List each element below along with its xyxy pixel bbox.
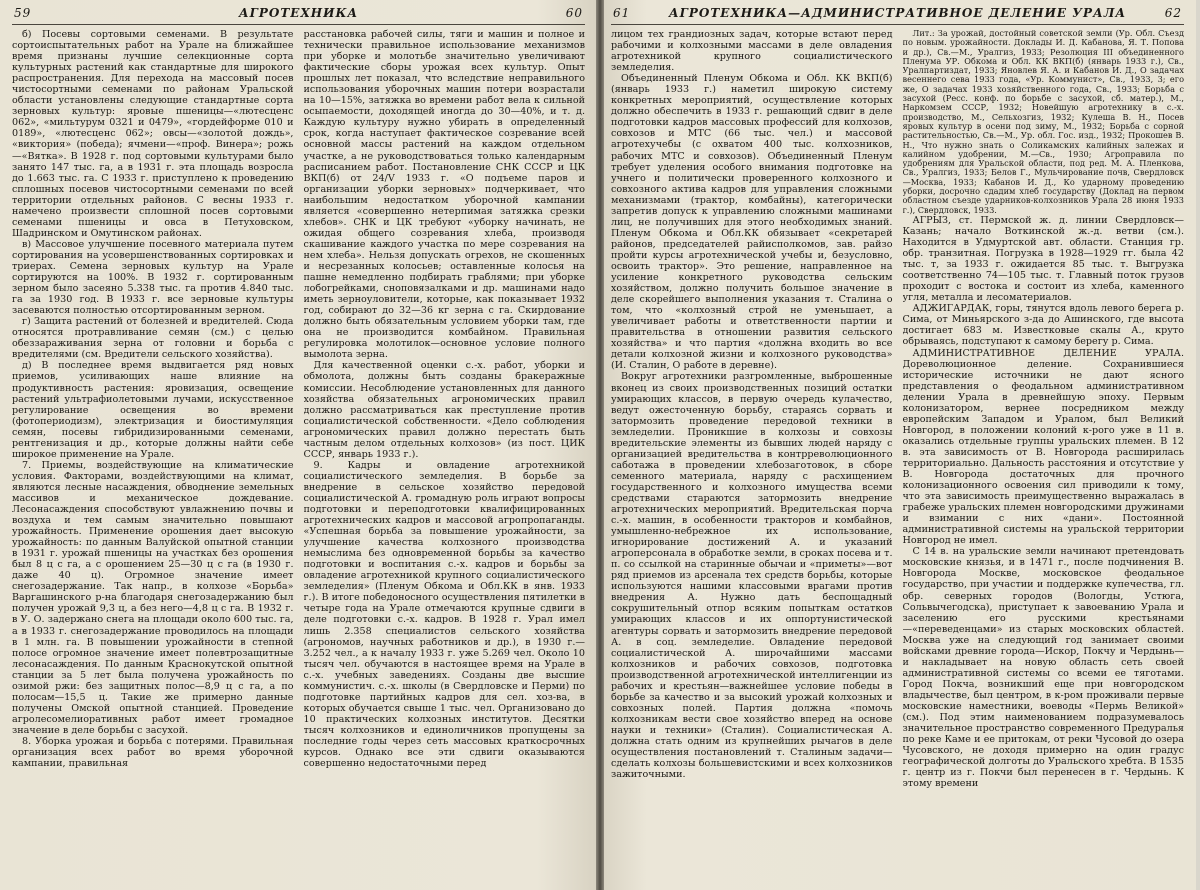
entry-agryz: АГРЫЗ, ст. Пермской ж. д. линии Свердловск—Казань; начало Воткинской ж.-д. ветви (см.). Находится в Удмуртской авт. области. Станция гр. обр. транзитная. Погрузка в 1928—1929 гг. была 42 тыс. т, за 1933 г. ожидается 85 тыс. т. Выгрузка соответственно 74—105 тыс. т. Главный поток грузов проходит с востока и состоит из хлеба, каменного угля, металла и лесоматериалов. [902,214,1184,304]
left-page [0,0,598,890]
entry-administrative-division: АДМИНИСТРАТИВНОЕ ДЕЛЕНИЕ УРАЛА. Дореволюционное деление. Сохранившиеся исторические источники не дают ясного представления о феодальном административном делении Урала в древнейшую эпоху. Первым колонизатором, вернее посредником между европейским Западом и Уралом, был Великий Новгород, в положении колоний к-рого уже в 11 в. оказались отдельные группы уральских племен. В 12 в. эта зависимость от В. Новгорода расширилась территориально. Дальность расстояния и отсутствие у В. Новгорода достаточных для прочного колонизационного освоения сил приводили к тому, что эта зависимость преимущественно выражалась в грабеже уральских племен новгородскими дружинами и взимании с них «дани». Постоянной административной системы на уральской территории Новгород не имел. [902,347,1184,547]
paragraph: д) В последнее время выдвигается ряд новых приемов, усиливающих наше влияние на продуктивность растения: яровизация, освещение растений ультрафиолетовыми лучами, искусственное регулирование освещения во времени (фотопериодизм), электризация и биостимуляция семян, посевы гибридизированными семенами, рентгенизация и др., которые должны найти себе широкое применение на Урале. [12,360,294,460]
page-number-59: 59 [14,6,32,20]
page-header-left [12,6,585,25]
right-page [598,0,1196,890]
page-number-61: 61 [613,6,631,20]
entry-adzhigardak: АДЖИГАРДАК, горы, тянутся вдоль левого берега р. Сима, от Миньярского з-да до Ашинского, где высота достигает 683 м. Известковые скалы А., круто обрываясь, подступают к самому берегу р. Сима. [902,303,1184,348]
text-column-1 [12,29,294,887]
paragraph: 8. Уборка урожая и борьба с потерями. Правильная организация всех работ во время уборочной кампании, правильная [12,736,294,770]
paragraph: 9. Кадры и овладение агротехникой социалистического земледелия. В борьбе за внедрение в сельское хозяйство передовой социалистической А. громадную роль играют вопросы подготовки и переподготовки квалифицированных агротехнических кадров и массовой агропропаганды. «Успешная борьба за повышение урожайности, за улучшение качества колхозного производства немыслима без одновременной борьбы за качество подготовки и воспитания с.-х. кадров и борьбы за овладение агротехникой крупного социалистического земледелия» (Пленум Обкома и Обл.КК в янв. 1933 г.). В итоге победоносного осуществления пятилетки в четыре года на Урале отмечаются крупные сдвиги в деле подготовки с.-х. кадров. В 1928 г. Урал имел лишь 2.358 специалистов сельского хозяйства (агрономов, научных работников и др.), в 1930 г.—3.252 чел., а к началу 1933 г. уже 5.269 чел. Около 10 тысяч чел. обучаются в настоящее время на Урале в с.-х. учебных заведениях. Созданы две высшие коммунистич. с.-х. школы (в Свердловске и Перми) по подготовке партийных кадров для сел. хоз-ва, в которых обучается свыше 1 тыс. чел. Организовано до 10 практических колхозных институтов. Десятки тысяч колхозников и единоличников пропущены за последние годы через сеть массовых краткосрочных курсов. Однако все эти сдвиги оказываются совершенно недостаточными перед [303,459,585,770]
paragraph: г) Защита растений от болезней и вредителей. Сюда относятся протравливание семян (см.) с целью обеззараживания зерна от головни и борьба с вредителями (см. Вредители сельского хозяйства). [12,316,294,361]
text-column-2 [304,29,586,887]
paragraph: Для качественной оценки с.-х. работ, уборки и обмолота, должны быть созданы бракеражные комиссии. Несоблюдение установленных для данного хозяйства обязательных агрономических правил должно рассматриваться как преступление против социалистической собственности. «Дело соблюдения агрономических правил должно перестать быть частным делом отдельных колхозов» (из пост. ЦИК СССР, январь 1933 г.). [303,360,585,460]
text-column-4 [903,29,1185,887]
paragraph: Объединенный Пленум Обкома и Обл. КК ВКП(б) (январь 1933 г.) наметил широкую систему конкретных мероприятий, осуществление которых должно обеспечить в 1933 г. решающий сдвиг в деле подготовки кадров массовых профессий для колхозов, совхозов и МТС (66 тыс. чел.) и массовой агротехучебы (с охватом 400 тыс. колхозников, рабочих МТС и совхозов). Объединенный Пленум требует уделения особого внимания подготовке на учнего и политически проверенного колхозного и совхозного актива кадров для управления сложными механизмами (трактор, комбайны), категорически запретив допуск к управлению сложными машинами лиц, не получивших для этого необходимых знаний. Пленум Обкома и Обл.КК обязывает «секретарей районов, председателей райисполкомов, зав. райзо пройти курсы агротехнической учебы и, безусловно, освоить трактор». Это решение, направленное на усиление конкретного руководства сельским хозяйством, должно получить большое значение в деле скорейшего выполнения указания т. Сталина о том, что «колхозный строй не уменьшает, а увеличивает работы и ответственности партии и правительства в отношении развития сельского хозяйства» и что партия «должна входить во все детали колхозной жизни и колхозного руководства» (И. Сталин, О работе в деревне). [611,73,893,372]
literature-references: Лит.: За урожай, достойный советской земли (Ур. Обл. Съезд по новым. урожайности. Доклады И. Д. Кабанова, Я. Т. Попова и др.), Св.—М., Уралгиз, 1933; Резолюция III объединенного Пленума УР. Обкома и Обл. КК ВКП(б) (январь 1933 г.), Св., Уралпартиздат, 1933; Яновлев Я. А. и Кабанов И. Д., О задачах весеннего сева 1933 года, «Ур. Коммунист», Св., 1933, 3; его же, О задачах 1933 хозяйственного года, Св., 1933; Борьба с засухой (Ресс. конф. по борьбе с засухой, сб. матер.), М., Наркомзем СССР, 1932; Новейшую агротехнику в с.-х. производство, М., Сельхозгиз, 1932; Кулеша В. Н., Посев яровых культур в осени под зиму, М., 1932; Борьба с сорной растительностью, Св.—М., Ур. обл. Гос. изд., 1932; Прокошев В. Н., Что нужно знать о Соликамских калийных залежах и калийном удобрении, М.—Св., 1930; Агроправила по удобрениям для Уральской области, под ред. М. А. Пленкова, Св., Уралгиз, 1933; Белов Г., Мульчирование почв, Свердловск—Москва, 1933; Кабанов И. Д., Ко ударному проведению уборки, досрочно сдадим хлеб государству (Доклад на первом областном съезде ударников-колхозников Урала 28 июня 1933 г.), Свердловск, 1933. [902,29,1184,215]
paragraph: расстановка рабочей силы, тяги и машин и полное и технически правильное использование механизмов при уборке и молотьбе значительно увеличивают фактические сборы урожая всех культур. Опыт прошлых лет показал, что вследствие неправильного использования уборочных машин потери возрастали на 10—15%, затяжка во времени работ вела к сильной осыпаемости, доходящей иногда до 30—40%, и т. д. Каждую культуру нужно убирать в определенный срок, когда наступает фактическое созревание всей основной массы растений на каждом отдельном участке, а не руководствоваться только календарным расписанием работ. Постановление СНК СССР и ЦК ВКП(б) от 24/V 1933 г. «О подъеме паров и организации уборки зерновых» подчеркивает, что наибольшим недостатком уборочной кампании является «совершенно нетерпимая затяжка срезки хлебов». СНК и ЦК требуют «уборку начинать, не ожидая общего созревания хлеба, производя скашивание каждого участка по мере созревания на нем хлеба». Нельзя допускать огрехов, не скошенных и несрезанных колосьев; оставленные колосья на пашне немедленно подбирать граблями; при уборке лобогрейками, сноповязалками и др. машинами надо иметь зерноуловители, которые, как показывает 1932 год, собирают до 32—36 кг зерна с га. Скирдование должно быть обязательным условием уборки там, где она не производится комбайном. Правильная регулировка молотилок—основное условие полного вымолота зерна. [303,29,585,361]
page-number-62: 62 [1164,6,1182,20]
paragraph: С 14 в. на уральские земли начинают претендовать московские князья, и в 1471 г., после подчинения В. Новгорода Москве, московское феодальное государство, при участии и поддержке купечества, гл. обр. северных городов (Вологды, Устюга, Сольвычегодска), приступает к завоеванию Урала и заселению его русскими крестьянами—«переведенцами» из старых московских областей. Москва уже на следующий год занимает своими войсками древние города—Искор, Покчу и Чердынь—и накладывает на новую область сеть своей административной системы со всеми ее тяготами. Город Покча, возникший еще при новгородском владычестве, был центром, в к-ром проживали первые московские наместники, воеводы «Пермь Великой» (см.). Под этим наименованием подразумевалось значительное пространство современного Предуралья по реке Каме и ее притокам, от реки Чусовой до озера Чусовского, не доходя примерно на один градус географической долготы до Уральского хребта. В 1535 г. центр из г. Покчи был перенесен в г. Чердынь. К этому времени [902,546,1184,790]
page-number-60: 60 [565,6,583,20]
page-header-right [611,6,1184,25]
running-title-left: АГРОТЕХНИКА [238,6,359,20]
paragraph: 7. Приемы, воздействующие на климатические условия. Факторами, воздействующими на климат, являются лесные насаждения, обводнение земельных массивов и механическое дождевание. Лесонасаждения способствуют увлажнению почвы и воздуха и тем самым значительно повышают урожайность. Применение орошения дает высокую урожайность: по данным Валуйской опытной станции в 1931 г. урожай пшеницы на участках без орошения был 8 ц с га, а с орошением 25—30 ц с га (в 1930 г. даже 40 ц). Огромное значение имеет снегозадержание. Так напр., в колхозе «Борьба» Варгашинского р-на благодаря снегозадержанию был получен урожай 9,3 ц, а без него—4,8 ц с га. В 1932 г. в У. О. задержано снега на площади около 600 тыс. га, а в 1933 г. снегозадержание проводилось на площади в 1 млн. га. В повышении урожайности в степной полосе огромное значение имеет полевтрозащитные лесонасаждения. По данным Краснокутской опытной станции за 5 лет была получена урожайность по озимой ржи: без защитных полос—8,9 ц с га, а по полосам—15,5 ц. Такие же примерно данные получены Омской опытной станцией. Проведение агролесомелиоративных работ имеет громадное значение в деле борьбы с засухой. [12,459,294,736]
paragraph: лицом тех грандиозных задач, которые встают перед рабочими и колхозными массами в деле овладения агротехникой крупного социалистического земледелия. [611,29,893,74]
text-column-3 [611,29,893,887]
paragraph: б) Посевы сортовыми семенами. В результате сортоиспытательных работ на Урале на ближайшее время признаны лучшие селекционные сорта культурных растений как стандартные для широкого распространения. Для перехода на массовый посев чистосортными семенами по районам Уральской области установлены следующие стандартные сорта зерновых культур: яровые пшеницы—«лютесценс 062», «мильтурум 0321 и 0479», «гордейформе 010 и 0189», «лютесценс 062»; овсы—«золотой дождь», «виктория» (победа); ячмени—«проф. Винера»; рожь—«Вятка». В 1928 г. под сортовыми культурами было занято 147 тыс. га, а в 1931 г. эта площадь возросла до 1.663 тыс. га. С 1933 г. приступлено к проведению сплошных посевов чистосортными семенами по всей территории отдельных районов. С весны 1933 г. намечено произвести сплошной посев сортовыми семенами пшеницы и овса в Петуховском, Шадринском и Омутинском районах. [12,29,294,239]
paragraph: в) Массовое улучшение посевного материала путем сортирования на усовершенствованных сортировках и триерах. Семена зерновых культур на Урале сортируются на 100%. В 1932 г. сортированным зерном было засеяно 5.338 тыс. га против 4.840 тыс. га за 1930 год. В 1933 г. все зерновые культуры засеваются полностью отсортированным зерном. [12,238,294,317]
running-title-right: АГРОТЕХНИКА—АДМИНИСТРАТИВНОЕ ДЕЛЕНИЕ УРАЛА [668,6,1127,20]
paragraph: Вокруг агротехники разгромленные, выброшенные вконец из своих производственных позиций остатки умирающих классов, в первую очередь кулачество, ведут ожесточенную борьбу, стараясь сорвать и затормозить проведение передовой техники в земледелии. Проникшие в колхозы и совхозы вредительские элементы из бывших людей наряду с организацией вредительства в контрреволюционного саботажа в проведении хлебозаготовок, в сборе семенного материала, наряду с расхищением государственного и колхозного имущества всеми средствами стараются затормозить внедрение агротехнических мероприятий. Вредительская порча с.-х. машин, в особенности тракторов и комбайнов, умышленно-небрежное их использование, игнорирование достижений А. и указаний агроперсонала в обработке земли, в сроках посева и т. п. со ссылкой на старинные обычаи и «приметы»—вот ряд приемов из арсенала тех средств борьбы, которые используются нашими классовыми врагами против внедрения А. Нужно дать беспощадный сокрушительный отпор всяким попыткам остатков умирающих классов и их оппортунистической агентуры сорвать и затормозить внедрение передовой А. в соц. земледелие. Овладение передовой социалистической А. широчайшими массами колхозников и рабочих совхозов, подготовка производственной агротехнической интеллигенции из рабочих и крестьян—важнейшее условие победы в борьбе за качество и за высокий урожай колхозных и совхозных полей. Партия должна «помочь колхозникам вести свое хозяйство вперед на основе науки и техники» (Сталин). Социалистическая А. должна стать одним из крупнейших рычагов в деле осуществления постановлений т. Сталиным задачи—сделать колхозы большевистскими и всех колхозников зажиточными. [611,371,893,781]
book-gutter [596,0,604,890]
